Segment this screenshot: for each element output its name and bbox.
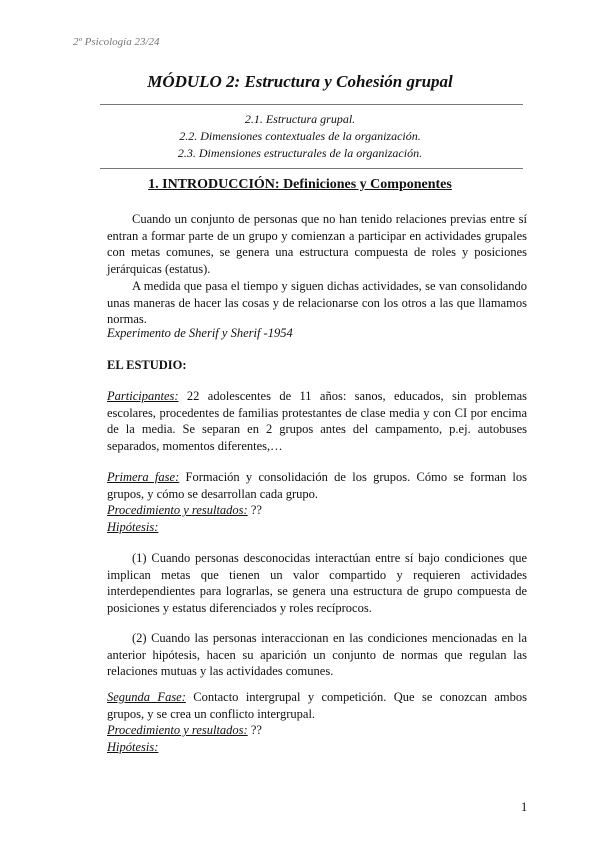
hypothesis-label: Hipótesis: bbox=[107, 519, 159, 534]
procedure-line bbox=[107, 722, 527, 739]
toc-item: 2.1. Estructura grupal. bbox=[244, 112, 356, 126]
procedure-label: Procedimiento y resultados: bbox=[107, 503, 248, 517]
top-divider bbox=[100, 104, 523, 105]
phase1-paragraph bbox=[107, 469, 527, 502]
phase1-block bbox=[107, 469, 527, 535]
page-header: 2º Psicología 23/24 bbox=[73, 36, 160, 48]
toc-item: 2.3. Dimensiones estructurales de la organización. bbox=[177, 146, 423, 160]
phase2-text: Contacto intergrupal y competición. Que se conozcan ambos grupos, y se crea un conflicto intergrupal. bbox=[107, 690, 527, 721]
procedure-line bbox=[107, 502, 527, 519]
hypothesis-label: Hipótesis: bbox=[107, 739, 159, 754]
procedure-label: Procedimiento y resultados: bbox=[107, 723, 248, 737]
procedure-value: ?? bbox=[247, 503, 262, 517]
participants-text: 22 adolescentes de 11 años: sanos, educados, sin problemas escolares, procedentes de familias protestantes de clase media y con CI por encima de la media. Se separan en 2 grupos antes del campamento, p.ej. autobuses separados, momentos diferentes,… bbox=[107, 389, 527, 453]
table-of-contents bbox=[0, 111, 600, 162]
phase1-label: Primera fase: bbox=[107, 470, 180, 484]
participants-paragraph bbox=[107, 388, 527, 454]
phase2-block bbox=[107, 689, 527, 755]
phase2-paragraph bbox=[107, 689, 527, 722]
experiment-title: Experimento de Sherif y Sherif -1954 bbox=[107, 326, 293, 340]
hypothesis-line bbox=[107, 739, 527, 756]
toc-item: 2.2. Dimensiones contextuales de la organización. bbox=[179, 129, 421, 143]
module-title: MÓDULO 2: Estructura y Cohesión grupal bbox=[147, 72, 453, 91]
norms-paragraph: A medida que pasa el tiempo y siguen dichas actividades, se van consolidando unas maneras de hacer las cosas y de relacionarse con los otros a las que llamamos normas. bbox=[107, 279, 527, 326]
hypothesis-2-paragraph: (2) Cuando las personas interaccionan en las condiciones mencionadas en la anterior hipótesis, hacen su aparición un conjunto de normas que regulan las relaciones mutuas y las actividades comunes. bbox=[107, 631, 527, 678]
study-heading: EL ESTUDIO: bbox=[107, 358, 187, 372]
bottom-divider bbox=[100, 168, 523, 169]
phase1-text: Formación y consolidación de los grupos. Cómo se forman los grupos, y cómo se desarrollan cada grupo. bbox=[107, 470, 527, 501]
hypothesis-1-paragraph: (1) Cuando personas desconocidas interactúan entre sí bajo condiciones que implican metas que tienen un valor compartido y requieren actividades interdependientes para lograrlas, se genera una estructura de grupo compuesta de posiciones y estatus diferenciados y roles recíprocos. bbox=[107, 551, 527, 615]
phase2-label: Segunda Fase: bbox=[107, 690, 186, 704]
page-number: 1 bbox=[521, 800, 528, 814]
hypothesis-line bbox=[107, 519, 527, 536]
section-title: 1. INTRODUCCIÓN: Definiciones y Componentes bbox=[148, 177, 452, 192]
intro-paragraph: Cuando un conjunto de personas que no han tenido relaciones previas entre sí entran a formar parte de un grupo y comienzan a participar en actividades grupales con metas comunes, se genera una estructura compuesta de roles y posiciones jerárquicas (estatus). bbox=[107, 212, 527, 276]
participants-label: Participantes: bbox=[107, 389, 179, 403]
procedure-value: ?? bbox=[247, 723, 262, 737]
